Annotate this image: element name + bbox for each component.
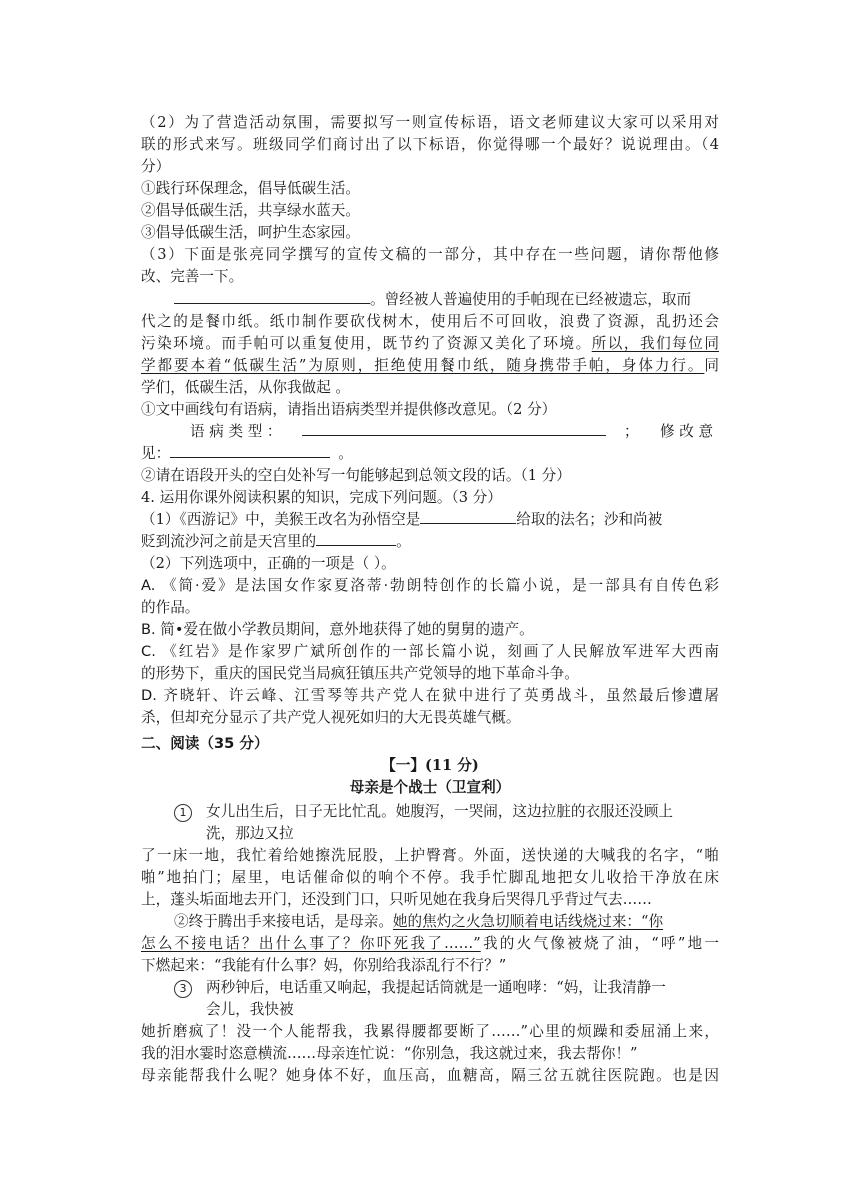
article-para2-underlined2: 怎么不接电话？出什么事了？你吓死我了……”	[141, 935, 481, 952]
paragraph-number-3: 3	[174, 980, 192, 998]
q4-1-line1	[141, 509, 662, 531]
q4-1-text-a: （1）《西游记》中，美猴王改名为孙悟空是	[141, 511, 421, 528]
article-para2-line1	[174, 911, 663, 933]
subquestion-1: ①文中画线句有语病，请指出语病类型并提供修改意见。（2 分）	[141, 401, 557, 418]
option-c-line1: C. 《红岩》是作家罗广斌所创作的一部长篇小说，刻画了人民解放军进军大西南	[141, 643, 719, 660]
topic-sentence-blank[interactable]	[174, 289, 370, 304]
fix-row	[141, 443, 353, 465]
paragraph-line3-text: 污染环境。而手帕可以重复使用，既节约了资源又美化了环境。	[141, 335, 592, 352]
section-heading: 二、阅读（35 分）	[141, 735, 269, 752]
paragraph-line3	[141, 333, 719, 355]
article-para3-line3: 她折磨疯了！没一个人能帮我，我累得腰都要断了……”心里的烦躁和委屈涌上来，	[141, 1023, 719, 1040]
article-para3-text1: 两秒钟后，电话重又响起，我提起话筒就是一通咆哮：“妈，让我清静一	[206, 979, 666, 996]
error-type-row	[190, 421, 282, 443]
q4-2-question: （2）下列选项中，正确的一项是（ ）。	[141, 555, 396, 572]
slogan-option-1: ①践行环保理念，倡导低碳生活。	[141, 180, 360, 197]
underlined-sentence-part1: 所以，我们每位同	[591, 335, 719, 352]
fix-blank[interactable]	[170, 443, 330, 458]
paragraph-line1-text: 。曾经被人普遍使用的手帕现在已经被遗忘，取而	[370, 291, 692, 308]
fix-period: 。	[338, 445, 353, 462]
paragraph-line1	[174, 289, 691, 311]
option-b: B. 简•爱在做小学教员期间，意外地获得了她的舅舅的遗产。	[141, 621, 534, 638]
paragraph-line2: 代之的是餐巾纸。纸巾制作要砍伐树木，使用后不可回收，浪费了资源，乱扔还会	[141, 313, 719, 330]
fix-label-part1: 修 改 意	[660, 423, 714, 440]
article-para3-line5: 母亲能帮我什么呢？她身体不好，血压高，血糖高，隔三岔五就往医院跑。也是因	[141, 1067, 719, 1084]
article-para2-text2: 我的火气像被烧了油，“呼”地一	[480, 935, 719, 952]
article-para3-line2: 会儿，我快被	[206, 1001, 294, 1018]
subquestion-2: ②请在语段开头的空白处补写一句能够起到总领文段的话。（1 分）	[141, 467, 571, 484]
article-para1-line1	[174, 801, 673, 823]
q3-2-line2: 联的形式来写。班级同学们商讨出了以下标语，你觉得哪一个最好？说说理由。（4	[141, 136, 719, 153]
article-para1-line3: 了一床一地，我忙着给她擦洗屁股，上护臀膏。外面，送快递的大喊我的名字，“啪	[141, 847, 719, 864]
q4-1-line2	[141, 531, 411, 553]
underlined-sentence-part2: 学都要本着“低碳生活”为原则，拒绝使用餐巾纸，随身携带手帕，身体力行。	[141, 357, 705, 374]
q3-3-line2: 改、完善一下。	[141, 268, 244, 285]
q3-2-line1: （2）为了营造活动氛围，需要拟写一则宣传标语，语文老师建议大家可以采用对	[141, 114, 719, 131]
q4-title: 4. 运用你课外阅读积累的知识，完成下列问题。（3 分）	[141, 489, 502, 506]
article-title: 母亲是个战士（卫宣利）	[349, 779, 511, 796]
article-para2-underlined1: 她的焦灼之火急切顺着电话线烧过来：“你	[392, 913, 664, 930]
article-para1-line2: 洗，那边又拉	[206, 825, 294, 842]
article-para2-text1: ②终于腾出手来接电话，是母亲。	[174, 913, 393, 930]
fix-label-part2: 见：	[141, 445, 171, 462]
sha-wujing-blank[interactable]	[316, 531, 396, 546]
error-type-blank[interactable]	[302, 421, 606, 436]
option-a-line1: A. 《简·爱》是法国女作家夏洛蒂·勃朗特创作的长篇小说，是一部具有自传色彩	[141, 577, 719, 594]
article-para1-line4: 啪”地拍门；屋里，电话催命似的响个不停。我手忙脚乱地把女儿收拾干净放在床	[141, 869, 719, 886]
article-para3-line4: 我的泪水霎时恣意横流……母亲连忙说：“你别急，我这就过来，我去帮你！”	[141, 1045, 638, 1062]
paragraph-line4	[141, 355, 719, 377]
option-c-line2: 的形势下，重庆的国民党当局疯狂镇压共产党领导的地下革命斗争。	[141, 665, 579, 682]
q4-1-text-d: 。	[396, 533, 411, 550]
slogan-option-3: ③倡导低碳生活，呵护生态家园。	[141, 224, 360, 241]
semicolon: ；	[624, 423, 639, 440]
article-para1-line5: 上，蓬头垢面地去开门，还没到门口，只听见她在我身后哭得几乎背过气去……	[141, 891, 652, 908]
error-type-label: 语 病 类 型 ：	[190, 423, 282, 440]
monkey-king-blank[interactable]	[420, 509, 516, 524]
paragraph-line4-end: 同	[704, 357, 719, 374]
article-para2-line2	[141, 933, 719, 955]
article-para1-text1: 女儿出生后，日子无比忙乱。她腹泻，一哭闹，这边拉脏的衣服还没顾上	[206, 803, 674, 820]
article-para3-line1	[174, 977, 666, 999]
q3-2-line3: 分）	[141, 158, 171, 175]
option-a-line2: 的作品。	[141, 599, 200, 616]
q4-1-text-c: 贬到流沙河之前是天宫里的	[141, 533, 317, 550]
option-d-line2: 杀，但却充分显示了共产党人视死如归的大无畏英雄气概。	[141, 709, 521, 726]
slogan-option-2: ②倡导低碳生活，共享绿水蓝天。	[141, 202, 360, 219]
paragraph-line5: 学们，低碳生活，从你我做起 。	[141, 379, 350, 396]
option-d-line1: D. 齐晓轩、许云峰、江雪琴等共产党人在狱中进行了英勇战斗，虽然最后惨遭屠	[141, 687, 719, 704]
q4-1-text-b: 给取的法名；沙和尚被	[516, 511, 663, 528]
article-para2-line3: 下燃起来：“我能有什么事？妈，你别给我添乱行不行？”	[141, 957, 507, 974]
part-title: 【一】(11 分)	[381, 757, 479, 774]
paragraph-number-1: 1	[174, 804, 192, 822]
q3-3-line1: （3）下面是张亮同学撰写的宣传文稿的一部分，其中存在一些问题，请你帮他修	[141, 246, 719, 263]
